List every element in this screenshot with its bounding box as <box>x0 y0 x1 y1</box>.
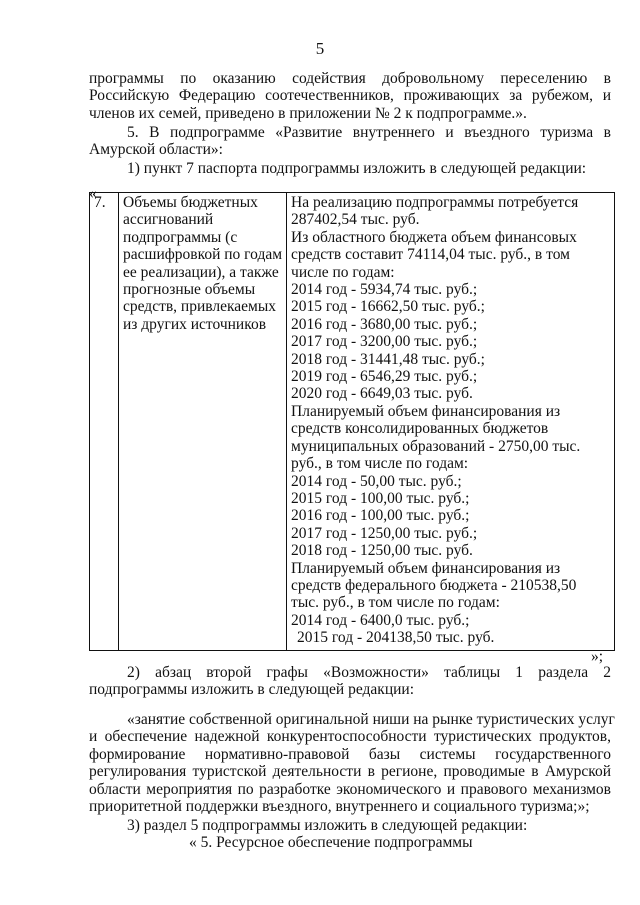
content-line: средств составит 74114,04 тыс. руб., в том <box>291 246 570 264</box>
content-line: 2019 год - 6546,29 тыс. руб.; <box>291 368 478 386</box>
text-line: подпрограммы изложить в следующей редакции: <box>89 681 415 699</box>
label-line: ее реализации), а также <box>123 263 279 281</box>
label-line: средств, привлекаемых <box>123 298 277 316</box>
item1-paragraph <box>89 160 611 177</box>
row-content-cell <box>287 193 615 651</box>
text-line: приоритетной поддержки въездного, внутреннего и социального туризма;»; <box>89 798 590 816</box>
label-line: расшифровкой по годам <box>123 246 283 264</box>
content-line: средств федерального бюджета - 210538,50 <box>291 576 577 594</box>
label-line: ассигнований <box>123 211 214 229</box>
content-line: Планируемый объем финансирования из <box>291 559 561 577</box>
point5-paragraph <box>89 124 611 159</box>
content-line: 2015 год - 100,00 тыс. руб.; <box>291 489 470 507</box>
content-line: 2020 год - 6649,03 тыс. руб. <box>291 385 473 403</box>
content-line: 2015 год - 204138,50 тыс. руб. <box>297 629 495 647</box>
content-line: 2016 год - 3680,00 тыс. руб.; <box>291 315 478 333</box>
content-line: 2016 год - 100,00 тыс. руб.; <box>291 507 470 525</box>
opening-quote: « <box>89 185 97 202</box>
text-line: 1) пункт 7 паспорта подпрограммы изложить в следующей редакции: <box>127 160 587 177</box>
text-line: членов их семей, приведено в приложении № 2 к подпрограмме.». <box>89 104 527 122</box>
text-line: 5. В подпрограмме «Развитие внутреннего и въездного туризма в <box>127 124 611 141</box>
content-line: 2014 год - 6400,0 тыс. руб.; <box>291 611 470 629</box>
item3-paragraph <box>89 817 611 834</box>
content-line: средств консолидированных бюджетов <box>291 420 549 438</box>
text-line: «занятие собственной оригинальной ниши на рынке туристических услуг <box>127 711 615 728</box>
content-line: 2018 год - 1250,00 тыс. руб. <box>291 542 473 560</box>
content-line: 2014 год - 50,00 тыс. руб.; <box>291 472 462 490</box>
content-line: Из областного бюджета объем финансовых <box>291 228 577 246</box>
text-line: регулирования туристской деятельности в регионе, проводимые в Амурской <box>89 763 611 781</box>
content-line: муниципальных образований - 2750,00 тыс. <box>291 437 581 455</box>
section-heading-block <box>89 834 611 851</box>
content-line: 2017 год - 1250,00 тыс. руб.; <box>291 524 478 542</box>
content-line: Планируемый объем финансирования из <box>291 402 561 420</box>
text-line: 3) раздел 5 подпрограммы изложить в следующей редакции: <box>127 817 528 834</box>
closing-quote: »; <box>591 648 604 665</box>
label-line: Объемы бюджетных <box>123 194 258 211</box>
content-line: 2018 год - 31441,48 тыс. руб.; <box>291 350 485 368</box>
text-line: программы по оказанию содействия добровольному переселению в <box>89 70 611 87</box>
content-line: руб., в том числе по годам: <box>291 455 469 473</box>
text-line: области мероприятия по разработке экономического и правового механизмов <box>89 780 611 798</box>
text-line: Российскую Федерацию соотечественников, проживающих за рубежом, и <box>89 87 611 105</box>
text-line: Амурской области»: <box>89 141 223 159</box>
table-row <box>90 193 615 651</box>
text-line: и обеспечение надежной конкурентоспособности туристических продуктов, <box>89 728 611 746</box>
intro-paragraph <box>89 70 611 122</box>
row-label-cell <box>119 193 287 651</box>
content-line: тыс. руб., в том числе по годам: <box>291 594 500 612</box>
content-line: числе по годам: <box>291 263 395 281</box>
content-line: На реализацию подпрограммы потребуется <box>291 194 579 211</box>
text-line: формирование нормативно-правовой базы системы государственного <box>89 745 611 763</box>
text-line: 2) абзац второй графы «Возможности» таблицы 1 раздела 2 <box>127 664 611 681</box>
passport-table <box>89 192 615 651</box>
row-number: 7. <box>90 193 119 651</box>
content-line: 2017 год - 3200,00 тыс. руб.; <box>291 333 478 351</box>
page-number: 5 <box>315 39 325 58</box>
content-line: 2014 год - 5934,74 тыс. руб.; <box>291 281 478 299</box>
label-line: из других источников <box>123 315 267 333</box>
content-line: 2015 год - 16662,50 тыс. руб.; <box>291 298 485 316</box>
item2-paragraph <box>89 664 611 699</box>
section-heading: « 5. Ресурсное обеспечение подпрограммы <box>189 834 473 851</box>
label-line: подпрограммы (с <box>123 228 238 246</box>
content-line: 287402,54 тыс. руб. <box>291 211 420 229</box>
label-line: прогнозные объемы <box>123 281 256 299</box>
quoted-paragraph <box>89 711 615 816</box>
